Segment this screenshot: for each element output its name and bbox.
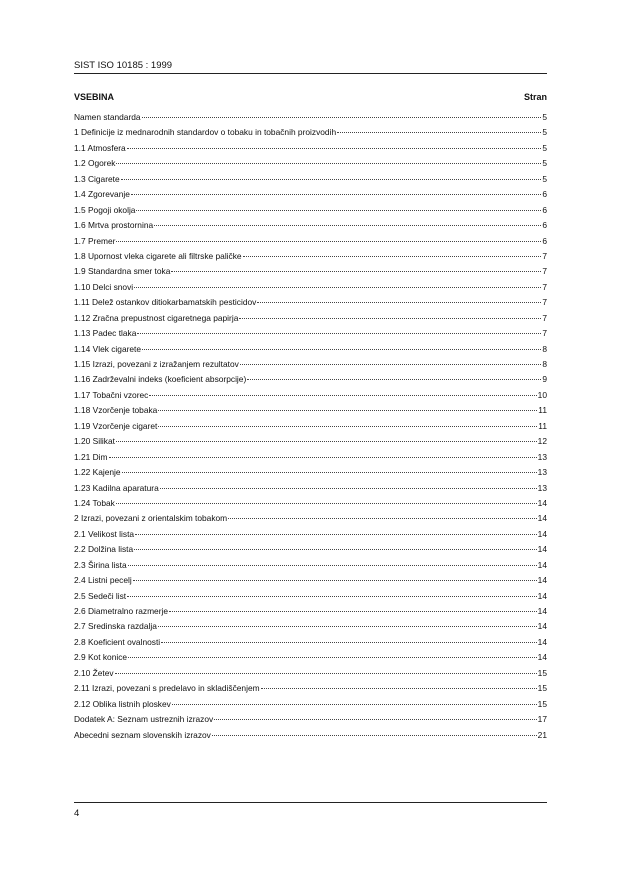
toc-entry-title: 1.21 Dim bbox=[74, 451, 108, 462]
toc-entry-title: 1.12 Zračna prepustnost cigaretnega papirja bbox=[74, 312, 239, 323]
toc-entry-page: 10 bbox=[537, 389, 547, 400]
toc-dot-leader bbox=[214, 719, 536, 720]
toc-entry-page: 15 bbox=[537, 667, 547, 678]
toc-entry[interactable] bbox=[74, 544, 547, 559]
toc-entry[interactable] bbox=[74, 328, 547, 343]
toc-entry[interactable] bbox=[74, 282, 547, 297]
toc-entry-page: 7 bbox=[542, 312, 547, 323]
toc-dot-leader bbox=[149, 395, 536, 396]
toc-dot-leader bbox=[134, 287, 541, 288]
toc-dot-leader bbox=[160, 488, 537, 489]
toc-entry-title: 1.1 Atmosfera bbox=[74, 142, 126, 153]
toc-entry-page: 15 bbox=[537, 683, 547, 694]
toc-entry-title: 2.7 Sredinska razdalja bbox=[74, 621, 157, 632]
toc-dot-leader bbox=[128, 657, 537, 658]
toc-entry[interactable] bbox=[74, 699, 547, 714]
toc-entry-page: 13 bbox=[537, 467, 547, 478]
toc-entry[interactable] bbox=[74, 730, 547, 745]
toc-entry[interactable] bbox=[74, 436, 547, 451]
toc-entry-title: Dodatek A: Seznam ustreznih izrazov bbox=[74, 714, 214, 725]
toc-entry-title: 1 Definicije iz mednarodnih standardov o tobaku in tobačnih proizvodih bbox=[74, 127, 337, 138]
toc-entry[interactable] bbox=[74, 652, 547, 667]
toc-entry-title: 1.4 Zgorevanje bbox=[74, 189, 130, 200]
footer-divider bbox=[74, 802, 547, 803]
toc-entry[interactable] bbox=[74, 421, 547, 436]
toc-dot-leader bbox=[127, 596, 537, 597]
document-header: SIST ISO 10185 : 1999 bbox=[74, 60, 173, 71]
toc-entry-page: 14 bbox=[537, 528, 547, 539]
toc-entry-page: 11 bbox=[538, 420, 547, 431]
toc-dot-leader bbox=[122, 472, 537, 473]
toc-entry-page: 15 bbox=[537, 698, 547, 709]
toc-entry-page: 14 bbox=[537, 636, 547, 647]
toc-entry-page: 8 bbox=[542, 359, 547, 369]
toc-entry[interactable] bbox=[74, 390, 547, 405]
toc-entry-page: 14 bbox=[537, 559, 547, 570]
toc-entry-title: Abecedni seznam slovenskih izrazov bbox=[74, 729, 211, 740]
toc-entry[interactable] bbox=[74, 359, 547, 374]
toc-entry[interactable] bbox=[74, 668, 547, 683]
toc-entry[interactable] bbox=[74, 467, 547, 482]
toc-entry-page: 7 bbox=[542, 266, 547, 277]
toc-entry-title: 2.6 Diametralno razmerje bbox=[74, 606, 169, 616]
toc-entry-title: 2.1 Velikost lista bbox=[74, 528, 135, 539]
toc-dot-leader bbox=[257, 302, 541, 303]
toc-entry[interactable] bbox=[74, 529, 547, 544]
toc-entry-page: 21 bbox=[537, 729, 547, 740]
toc-dot-leader bbox=[240, 364, 542, 365]
toc-entry-page: 7 bbox=[542, 297, 547, 308]
toc-dot-leader bbox=[128, 565, 537, 566]
toc-entry[interactable] bbox=[74, 683, 547, 698]
toc-entry-page: 5 bbox=[542, 127, 547, 138]
toc-entry[interactable] bbox=[74, 189, 547, 204]
toc-entry-title: 2 Izrazi, povezani z orientalskim tobakom bbox=[74, 513, 228, 524]
toc-entry-page: 14 bbox=[537, 621, 547, 632]
header-divider bbox=[74, 73, 547, 74]
toc-dot-leader bbox=[115, 673, 537, 674]
toc-entry-title: 1.9 Standardna smer toka bbox=[74, 266, 171, 277]
toc-entry-title: 1.10 Delci snovi bbox=[74, 281, 134, 292]
footer-page-number: 4 bbox=[74, 808, 80, 819]
toc-entry[interactable] bbox=[74, 714, 547, 729]
toc-entry-page: 14 bbox=[537, 544, 547, 555]
toc-entry-page: 7 bbox=[542, 328, 547, 339]
toc-dot-leader bbox=[337, 132, 541, 133]
toc-entry-title: Namen standarda bbox=[74, 112, 141, 122]
toc-entry-page: 11 bbox=[538, 405, 547, 416]
toc-entry[interactable] bbox=[74, 313, 547, 328]
toc-dot-leader bbox=[136, 210, 541, 211]
toc-entry-title: 1.22 Kajenje bbox=[74, 467, 121, 478]
toc-entry-title: 1.2 Ogorek bbox=[74, 158, 116, 169]
toc-dot-leader bbox=[131, 194, 541, 195]
toc-entry-page: 14 bbox=[537, 590, 547, 601]
toc-dot-leader bbox=[133, 580, 537, 581]
toc-entry-page: 6 bbox=[542, 189, 547, 200]
toc-entry[interactable] bbox=[74, 637, 547, 652]
toc-entry[interactable] bbox=[74, 127, 547, 142]
toc-entry-title: 2.3 Širina lista bbox=[74, 559, 127, 570]
toc-entry[interactable] bbox=[74, 513, 547, 528]
toc-dot-leader bbox=[239, 318, 541, 319]
toc-entry-title: 1.17 Tobačni vzorec bbox=[74, 389, 149, 400]
toc-dot-leader bbox=[116, 241, 541, 242]
toc-entry-title: 1.19 Vzorčenje cigaret bbox=[74, 420, 158, 431]
toc-entry-title: 1.18 Vzorčenje tobaka bbox=[74, 405, 158, 416]
toc-entry[interactable] bbox=[74, 174, 547, 189]
toc-entry-title: 1.13 Padec tlaka bbox=[74, 328, 137, 339]
toc-entry-title: 1.6 Mrtva prostornina bbox=[74, 220, 154, 231]
toc-entry-page: 6 bbox=[542, 204, 547, 215]
toc-entry[interactable] bbox=[74, 405, 547, 420]
toc-entry-title: 1.8 Upornost vleka cigarete ali filtrske paličke bbox=[74, 250, 242, 261]
toc-entry-title: 2.9 Kot konice bbox=[74, 652, 128, 663]
toc-dot-leader bbox=[137, 333, 541, 334]
toc-page-label: Stran bbox=[523, 92, 547, 102]
toc-entry-title: 2.5 Sedeči list bbox=[74, 590, 127, 601]
toc-dot-leader bbox=[158, 626, 537, 627]
toc-entry-page: 6 bbox=[542, 220, 547, 231]
toc-entry-title: 2.2 Dolžina lista bbox=[74, 544, 134, 555]
toc-entry[interactable] bbox=[74, 606, 547, 621]
toc-entry-title: 1.23 Kadilna aparatura bbox=[74, 482, 159, 493]
toc-title: VSEBINA bbox=[74, 92, 115, 102]
toc-dot-leader bbox=[109, 457, 537, 458]
toc-dot-leader bbox=[247, 379, 541, 380]
toc-entry-title: 1.24 Tobak bbox=[74, 497, 115, 508]
toc-dot-leader bbox=[116, 503, 537, 504]
toc-entry-title: 1.15 Izrazi, povezani z izražanjem rezultatov bbox=[74, 359, 239, 369]
toc-entry[interactable] bbox=[74, 158, 547, 173]
toc-entry[interactable] bbox=[74, 112, 547, 127]
toc-dot-leader bbox=[127, 148, 542, 149]
table-of-contents bbox=[74, 112, 547, 745]
toc-entry-page: 5 bbox=[542, 112, 547, 122]
toc-entry-page: 7 bbox=[542, 250, 547, 261]
toc-entry-page: 12 bbox=[537, 436, 547, 447]
toc-entry[interactable] bbox=[74, 205, 547, 220]
toc-entry-page: 6 bbox=[542, 235, 547, 246]
toc-entry-title: 2.11 Izrazi, povezani s predelavo in skladiščenjem bbox=[74, 683, 260, 694]
toc-entry[interactable] bbox=[74, 452, 547, 467]
toc-entry-page: 17 bbox=[537, 714, 547, 725]
toc-entry-page: 14 bbox=[537, 575, 547, 586]
toc-dot-leader bbox=[212, 735, 537, 736]
toc-dot-leader bbox=[116, 163, 541, 164]
toc-entry[interactable] bbox=[74, 483, 547, 498]
toc-entry[interactable] bbox=[74, 297, 547, 312]
toc-dot-leader bbox=[121, 179, 542, 180]
toc-dot-leader bbox=[142, 349, 541, 350]
toc-entry[interactable] bbox=[74, 374, 547, 389]
toc-entry[interactable] bbox=[74, 236, 547, 251]
toc-dot-leader bbox=[161, 642, 537, 643]
toc-dot-leader bbox=[171, 271, 541, 272]
toc-entry-page: 13 bbox=[537, 451, 547, 462]
toc-entry-title: 2.12 Oblika listnih ploskev bbox=[74, 698, 171, 709]
toc-entry-title: 1.14 Vlek cigarete bbox=[74, 343, 142, 354]
toc-dot-leader bbox=[154, 225, 541, 226]
toc-heading-row bbox=[74, 92, 547, 104]
toc-entry[interactable] bbox=[74, 560, 547, 575]
toc-entry-page: 5 bbox=[542, 158, 547, 169]
toc-entry[interactable] bbox=[74, 266, 547, 281]
toc-entry[interactable] bbox=[74, 344, 547, 359]
toc-entry-title: 1.3 Cigarete bbox=[74, 173, 120, 184]
toc-entry-page: 13 bbox=[537, 482, 547, 493]
toc-entry-page: 14 bbox=[537, 497, 547, 508]
toc-entry-page: 5 bbox=[542, 173, 547, 184]
toc-dot-leader bbox=[142, 117, 542, 118]
toc-entry[interactable] bbox=[74, 251, 547, 266]
toc-dot-leader bbox=[134, 549, 537, 550]
toc-dot-leader bbox=[172, 704, 537, 705]
toc-dot-leader bbox=[158, 426, 537, 427]
toc-entry-page: 5 bbox=[542, 142, 547, 153]
toc-entry-page: 9 bbox=[542, 374, 547, 385]
toc-dot-leader bbox=[135, 534, 537, 535]
toc-entry-title: 1.16 Zadrževalni indeks (koeficient absorpcije) bbox=[74, 374, 247, 385]
toc-entry-title: 1.7 Premer bbox=[74, 235, 116, 246]
toc-entry-page: 14 bbox=[537, 513, 547, 524]
toc-entry-title: 1.20 Silikat bbox=[74, 436, 115, 447]
toc-dot-leader bbox=[116, 441, 537, 442]
toc-entry-title: 1.11 Delež ostankov ditiokarbamatskih pesticidov bbox=[74, 297, 257, 308]
toc-entry-title: 1.5 Pogoji okolja bbox=[74, 204, 136, 215]
toc-dot-leader bbox=[243, 256, 542, 257]
toc-entry-page: 7 bbox=[542, 281, 547, 292]
toc-entry[interactable] bbox=[74, 591, 547, 606]
toc-dot-leader bbox=[169, 611, 537, 612]
toc-dot-leader bbox=[261, 688, 537, 689]
toc-entry[interactable] bbox=[74, 498, 547, 513]
toc-entry[interactable] bbox=[74, 575, 547, 590]
toc-entry-title: 2.10 Žetev bbox=[74, 667, 114, 678]
toc-dot-leader bbox=[228, 518, 537, 519]
toc-entry-page: 14 bbox=[537, 606, 547, 616]
toc-entry[interactable] bbox=[74, 621, 547, 636]
toc-entry-title: 2.8 Koeficient ovalnosti bbox=[74, 636, 161, 647]
toc-entry[interactable] bbox=[74, 220, 547, 235]
toc-entry-title: 2.4 Listni pecelj bbox=[74, 575, 132, 586]
toc-dot-leader bbox=[158, 410, 537, 411]
toc-entry-page: 8 bbox=[542, 343, 547, 354]
toc-entry-page: 14 bbox=[537, 652, 547, 663]
toc-entry[interactable] bbox=[74, 143, 547, 158]
